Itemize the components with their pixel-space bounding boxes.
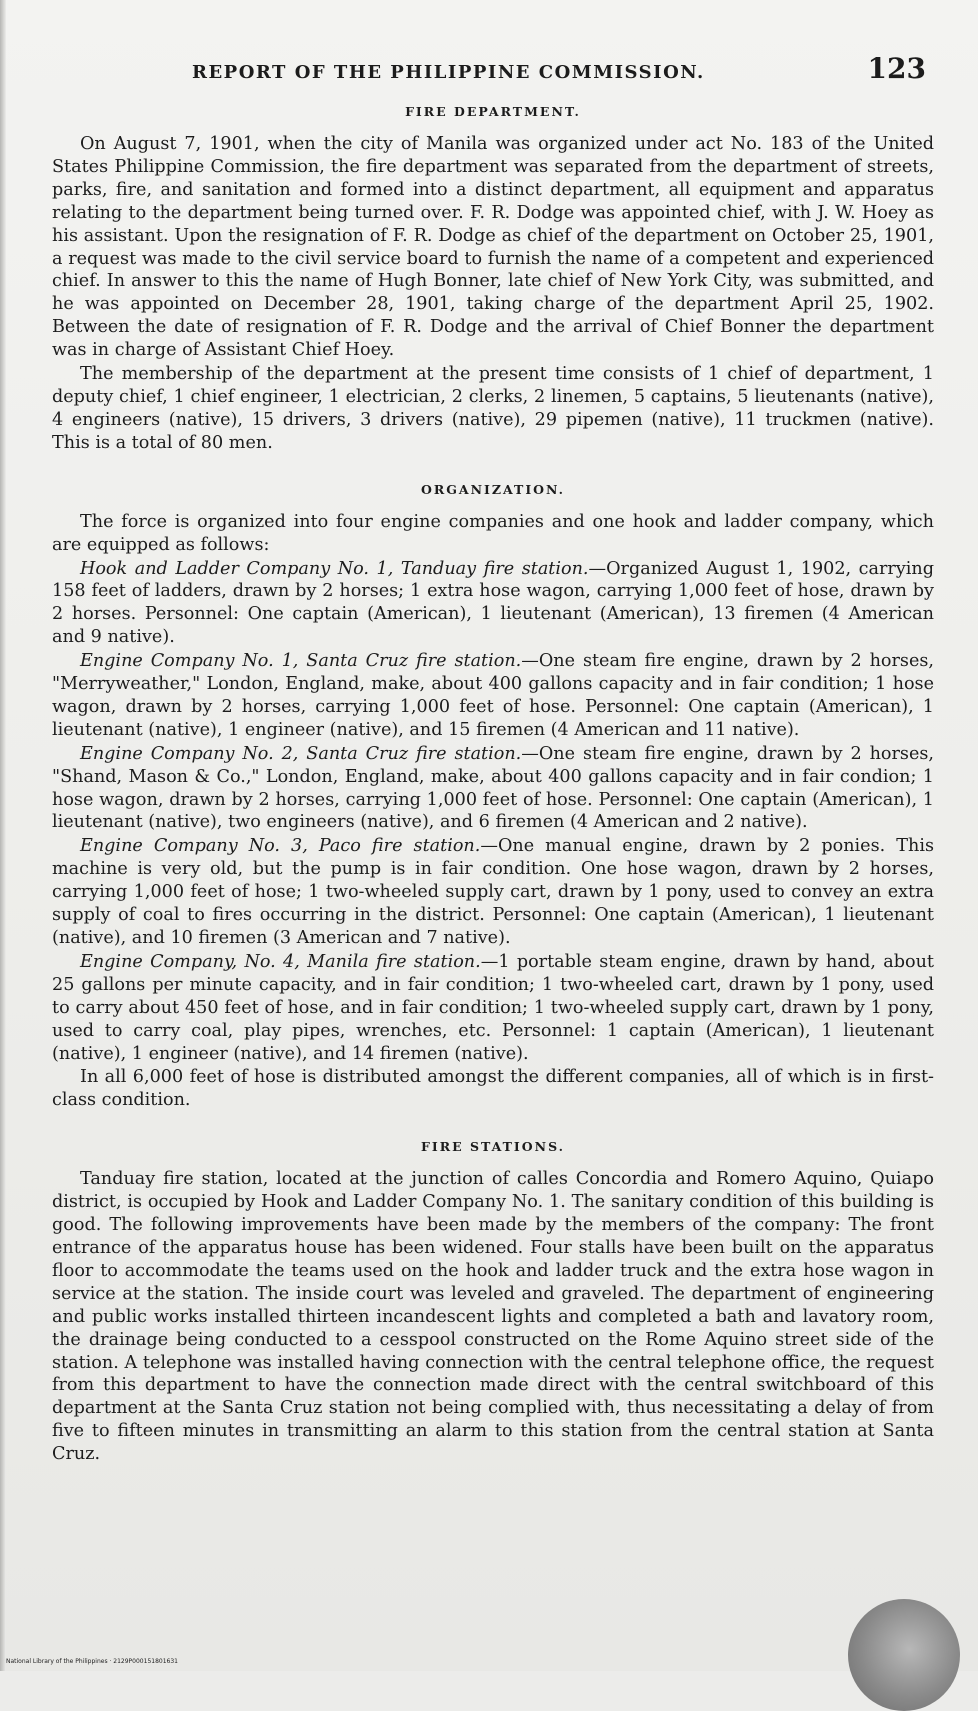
company-description: —One steam fire engine, drawn by 2 horses, "Shand, Mason & Co.," London, England, make, about 400 gallons capacity and in fair condion; 1 hose wagon, drawn by 2 horses, carrying 1,000 feet of hose. Personnel: One captain (American), 1 lieutenant (native), two engineers (native), and 6 firemen (4 American and 2 native). [52, 743, 934, 833]
company-description: —One steam fire engine, drawn by 2 horses, "Merryweather," London, England, make, about 400 gallons capacity and in fair condition; 1 hose wagon, drawn by 2 horses, carrying 1,000 feet of hose. Personnel: One captain (American), 1 lieutenant (native), 1 engineer (native), and 15 firemen (4 American and 11 native). [52, 651, 934, 740]
company-entry-engine-1 [52, 650, 934, 742]
page-header [52, 40, 934, 92]
company-description: —1 portable steam engine, drawn by hand, about 25 gallons per minute capacity, and in fair condition; 1 two-wheeled cart, drawn by 1 pony, used to carry about 450 feet of hose, and in fair condition; 1 two-wheeled supply cart, drawn by 1 pony, used to carry coal, play pipes, wrenches, etc. Personnel: 1 captain (American), 1 lieutenant (native), 1 engineer (native), and 14 firemen (native). [52, 951, 935, 1064]
paragraph-fire-department-history: On August 7, 1901, when the city of Manila was organized under act No. 183 of the United States Philippine Commission, the fire department was separated from the department of streets, parks, fire, and sanitation and formed into a distinct department, all equipment and apparatus relating to the department being turned over. F. R. Dodge was appointed chief, with J. W. Hoey as his assistant. Upon the resignation of F. R. Dodge as chief of the department on October 25, 1901, a request was made to the civil service board to furnish the name of a competent and experienced chief. In answer to this the name of Hugh Bonner, late chief of New York City, was submitted, and he was appointed on December 28, 1901, taking charge of the department April 25, 1902. Between the date of resignation of F. R. Dodge and the arrival of Chief Bonner the department was in charge of Assistant Chief Hoey. [52, 134, 934, 361]
company-name: Engine Company No. 3, Paco fire station. [80, 836, 481, 857]
section-heading-fire-stations: FIRE STATIONS. [420, 1139, 566, 1155]
paragraph-hose-distribution: In all 6,000 feet of hose is distributed amongst the different companies, all of which is in first-class condition. [52, 1067, 934, 1111]
section-heading-organization: ORGANIZATION. [420, 481, 566, 497]
company-description: —One manual engine, drawn by 2 ponies. This machine is very old, but the pump is in fair condition. One hose wagon, drawn by 2 horses, carrying 1,000 feet of hose; 1 two-wheeled supply cart, drawn by 1 pony, used to convey an extra supply of coal to fires occurring in the district. Personnel: One captain (American), 1 lieutenant (native), and 10 firemen (3 American and 7 native). [52, 836, 935, 948]
scan-credit: National Library of the Philippines · 2129P000151801631 [6, 1658, 178, 1665]
company-name: Hook and Ladder Company No. 1, Tanduay fire station. [80, 558, 589, 579]
corner-library-stamp [848, 1599, 960, 1711]
company-name: Engine Company No. 2, Santa Cruz fire station. [80, 743, 522, 764]
paragraph-organization-intro: The force is organized into four engine companies and one hook and ladder company, which are equipped as follows: [52, 511, 934, 555]
company-entry-hook-and-ladder-1 [52, 558, 934, 650]
paragraph-fire-department-membership: The membership of the department at the present time consists of 1 chief of department, 1 deputy chief, 1 chief engineer, 1 electrician, 2 clerks, 2 linemen, 5 captains, 5 lieutenants (native), 4 engineers (native), 15 drivers, 3 drivers (native), 29 pipemen (native), 11 truckmen (native). This is a total of 80 men. [52, 364, 934, 453]
page-number: 123 [867, 52, 926, 85]
company-entry-engine-3 [52, 835, 934, 950]
company-name: Engine Company, No. 4, Manila fire station. [80, 951, 481, 972]
company-entry-engine-2 [52, 743, 934, 835]
company-entry-engine-4 [52, 951, 934, 1066]
paragraph-tanduay-station: Tanduay fire station, located at the junction of calles Concordia and Romero Aquino, Quiapo district, is occupied by Hook and Ladder Company No. 1. The sanitary condition of this building is good. The following improvements have been made by the members of the company: The front entrance of the apparatus house has been widened. Four stalls have been built on the apparatus floor to accommodate the teams used on the hook and ladder truck and the extra hose wagon in service at the station. The inside court was leveled and graveled. The department of engineering and public works installed thirteen incandescent lights and completed a bath and lavatory room, the drainage being conducted to a cesspool constructed on the Rome Aquino street side of the station. A telephone was installed having connection with the central telephone office, the request from this department to have the connection made direct with the central switchboard of this department at the Santa Cruz station not being complied with, thus necessitating a delay of from five to fifteen minutes in transmitting an alarm to this station from the central station at Santa Cruz. [52, 1169, 934, 1465]
company-description: —Organized August 1, 1902, carrying 158 feet of ladders, drawn by 2 horses; 1 extra hose wagon, carrying 1,000 feet of hose, drawn by 2 horses. Personnel: One captain (American), 1 lieutenant (American), 13 firemen (4 American and 9 native). [52, 558, 934, 648]
company-name: Engine Company No. 1, Santa Cruz fire station. [80, 651, 522, 672]
page-edge-shadow [0, 0, 6, 1671]
page-content [52, 40, 934, 1467]
running-title: REPORT OF THE PHILIPPINE COMMISSION. [192, 62, 705, 83]
section-heading-fire-department: FIRE DEPARTMENT. [405, 104, 581, 119]
